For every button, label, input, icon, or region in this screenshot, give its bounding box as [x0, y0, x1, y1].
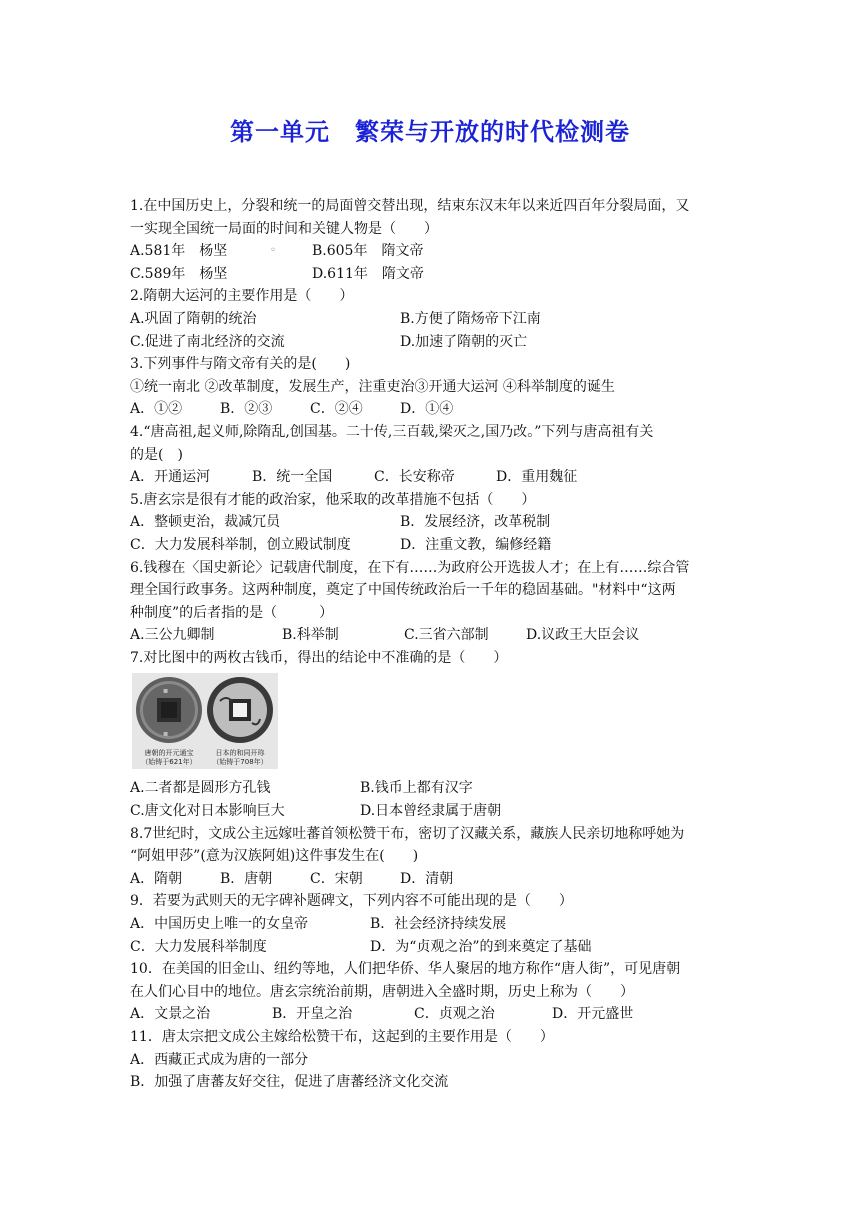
option-d: D.加速了隋朝的灭亡 — [400, 333, 528, 350]
option-a: A.二者都是圆形方孔钱 — [130, 780, 271, 797]
question-1-options-row-2 — [130, 263, 730, 286]
option-b: B.方便了隋炀帝下江南 — [400, 310, 541, 327]
question-4-options — [130, 466, 730, 489]
question-4-stem-line-2: 的是( ) — [130, 446, 183, 463]
question-2-options-row-2 — [130, 331, 730, 354]
question-11-stem: 11．唐太宗把文成公主嫁给松赞干布，这起到的主要作用是（ ） — [130, 1029, 554, 1045]
coin-1-caption-line-1: 唐朝的开元通宝 — [144, 749, 194, 758]
question-10-stem-line-2: 在人们心目中的地位。唐玄宗统治前期，唐朝进入全盛时期，历史上称为（ ） — [130, 983, 634, 1000]
option-b: B.605年 隋文帝 — [312, 243, 424, 260]
coin-1-caption-line-2: （始铸于621年） — [141, 758, 197, 767]
option-d: D．为“贞观之治”的到来奠定了基础 — [370, 938, 592, 955]
option-a: A.巩固了隋朝的统治 — [130, 310, 257, 327]
option-a: A.三公九卿制 — [130, 627, 215, 644]
question-1-options-row-1 — [130, 240, 730, 263]
question-9-stem: 9．若要为武则天的无字碑补题碑文，下列内容不可能出现的是（ ） — [130, 893, 573, 910]
question-2-stem: 2.隋朝大运河的主要作用是（ ） — [130, 288, 354, 305]
option-a: A.581年 杨坚 — [130, 243, 228, 260]
option-b: B．唐朝 — [220, 870, 273, 887]
option-b: B．社会经济持续发展 — [370, 916, 507, 933]
question-11-option-a: A．西藏正式成为唐的一部分 — [130, 1051, 309, 1068]
option-b: B．开皇之治 — [272, 1006, 353, 1023]
question-4-stem-line-1: 4.“唐高祖,起义师,除隋乱,创国基。二十传,三百载,梁灭之,国乃改。”下列与唐高祖有关 — [130, 423, 654, 440]
option-b: B．②③ — [220, 401, 273, 418]
option-d: D．清朝 — [400, 870, 454, 887]
option-c: C.促进了南北经济的交流 — [130, 333, 285, 350]
question-6-options — [130, 624, 730, 647]
option-b: B.科举制 — [282, 627, 339, 644]
question-5-options-row-1 — [130, 511, 730, 534]
question-11-option-b: B．加强了唐蕃友好交往，促进了唐蕃经济文化交流 — [130, 1074, 449, 1091]
option-c: C．大力发展科举制，创立殿试制度 — [130, 536, 351, 553]
question-3-items: ①统一南北 ②改革制度，发展生产，注重吏治③开通大运河 ④科举制度的诞生 — [130, 378, 615, 395]
question-7-options-row-1 — [130, 777, 730, 800]
question-7-stem: 7.对比图中的两枚古钱币，得出的结论中不准确的是（ ） — [130, 649, 508, 666]
question-7-options-row-2 — [130, 800, 730, 823]
question-5-options-row-2 — [130, 534, 730, 557]
option-c: C．大力发展科举制度 — [130, 938, 267, 955]
coin-2-caption-line-2: （始铸于708年） — [212, 758, 268, 767]
option-c: C.唐文化对日本影响巨大 — [130, 803, 285, 820]
question-10-stem-line-1: 10．在美国的旧金山、纽约等地，人们把华侨、华人聚居的地方称作“唐人街”，可见唐朝 — [130, 961, 681, 978]
question-3-options — [130, 398, 730, 421]
question-10-options — [130, 1003, 730, 1026]
option-a: A．隋朝 — [130, 870, 183, 887]
question-9-options-row-2 — [130, 936, 730, 959]
question-list — [130, 195, 730, 1094]
wadokaichin-coin — [207, 677, 273, 743]
question-5-stem: 5.唐玄宗是很有才能的政治家，他采取的改革措施不包括（ ） — [130, 491, 536, 508]
question-8-stem-line-1: 8.7世纪时，文成公主远嫁吐蕃首领松赞干布，密切了汉藏关系，藏族人民亲切地称呼她为 — [130, 825, 685, 842]
question-1-stem-line-2: 一实现全国统一局面的时间和关键人物是（ ） — [130, 220, 438, 237]
question-6-stem-line-3: 种制度”的后者指的是（ ） — [130, 604, 334, 621]
question-6-stem-line-2: 理全国行政事务。这两种制度，奠定了中国传统政治后一千年的稳固基础。"材料中“这两 — [130, 582, 676, 599]
option-c: C.589年 杨坚 — [130, 265, 228, 282]
option-a: A．中国历史上唯一的女皇帝 — [130, 916, 309, 933]
option-a: A．开通运河 — [130, 469, 211, 486]
coins-image — [132, 673, 278, 769]
option-d: D.议政王大臣会议 — [526, 627, 640, 644]
option-d: D．注重文教，编修经籍 — [400, 536, 552, 553]
question-8-options — [130, 868, 730, 891]
svg-text:▪: ▪ — [163, 686, 169, 696]
question-2-options-row-1 — [130, 308, 730, 331]
kaiyuan-coin — [136, 677, 202, 743]
question-9-options-row-1 — [130, 913, 730, 936]
option-c: C．贞观之治 — [414, 1006, 495, 1023]
option-a: A．①② — [130, 401, 183, 418]
option-d: D．开元盛世 — [552, 1006, 634, 1023]
option-c: C．长安称帝 — [374, 469, 455, 486]
option-a: A．文景之治 — [130, 1006, 211, 1023]
question-3-stem: 3.下列事件与隋文帝有关的是( ) — [130, 356, 351, 373]
option-a: A．整顿吏治，裁减冗员 — [130, 514, 281, 531]
option-d: D.日本曾经隶属于唐朝 — [360, 803, 502, 820]
svg-text:▪: ▪ — [163, 729, 169, 739]
question-1-stem-line-1: 1.在中国历史上，分裂和统一的局面曾交替出现，结束东汉末年以来近四百年分裂局面，又 — [130, 198, 690, 214]
option-c: C．②④ — [310, 401, 363, 418]
coin-2-caption-line-1: 日本的和同开珎 — [215, 749, 265, 758]
option-d: D.611年 隋文帝 — [312, 265, 424, 282]
coins-figure — [130, 669, 730, 769]
page-title: 第一单元 繁荣与开放的时代检测卷 — [230, 118, 630, 146]
option-b: B．统一全国 — [252, 469, 333, 486]
option-b: B．发展经济，改革税制 — [400, 514, 551, 531]
option-b: B.钱币上都有汉字 — [360, 780, 473, 797]
option-c: C.三省六部制 — [404, 627, 489, 644]
question-6-stem-line-1: 6.钱穆在〈国史新论〉记载唐代制度，在下有……为政府公开选拔人才；在上有……综合管 — [130, 559, 690, 576]
option-d: D．①④ — [400, 401, 454, 418]
question-8-stem-line-2: “阿姐甲莎”(意为汉族阿姐)这件事发生在( ) — [130, 848, 419, 865]
option-c: C．宋朝 — [310, 870, 363, 887]
stray-mark: ◦ — [270, 245, 276, 257]
option-d: D．重用魏征 — [496, 469, 578, 486]
